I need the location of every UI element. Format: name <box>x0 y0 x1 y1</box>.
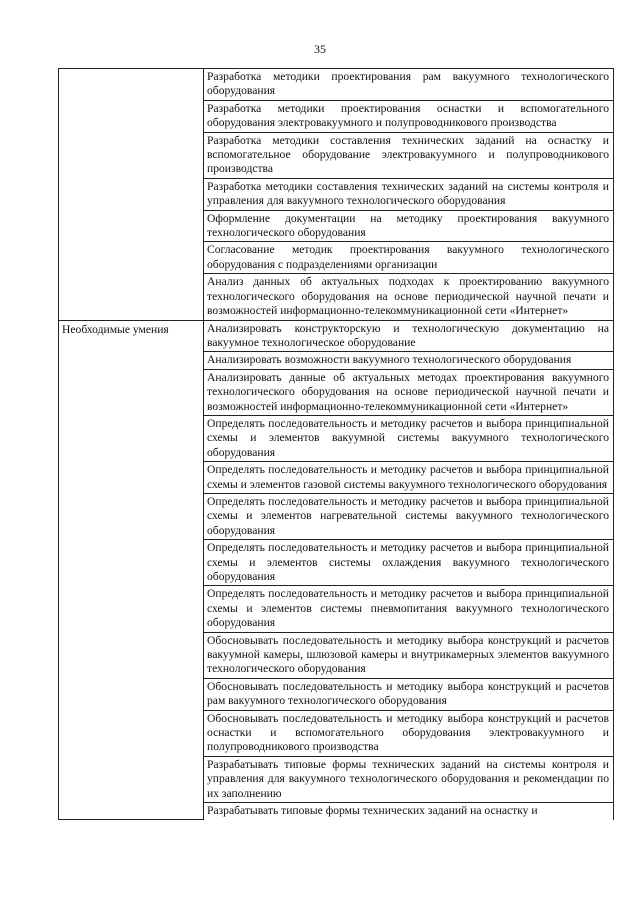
knowledge-group-item: Оформление документации на методику проектирования вакуумного технологического оборудования <box>204 210 614 242</box>
skills-group-label: Необходимые умения <box>59 320 204 820</box>
skills-group-item: Определять последовательность и методику расчетов и выбора принципиальной схемы и элементов нагревательной системы вакуумного технологического оборудования <box>204 493 614 539</box>
skills-group-item: Определять последовательность и методику расчетов и выбора принципиальной схемы и элементов системы пневмопитания вакуумного технологического оборудования <box>204 586 614 632</box>
knowledge-group-label <box>59 69 204 321</box>
knowledge-group-item: Разработка методики составления технических заданий на системы контроля и управления для вакуумного технологического оборудования <box>204 178 614 210</box>
page-number: 35 <box>314 42 326 56</box>
skills-group-item: Обосновывать последовательность и методику выбора конструкций и расчетов вакуумной камеры, шлюзовой камеры и внутрикамерных элементов вакуумного технологического оборудования <box>204 632 614 678</box>
table-row <box>59 320 614 352</box>
skills-group-item: Определять последовательность и методику расчетов и выбора принципиальной схемы и элементов вакуумной системы вакуумного технологического оборудования <box>204 415 614 461</box>
skills-group-item: Анализировать данные об актуальных методах проектирования вакуумного технологического оборудования на основе периодической научной печати и возможностей информационно-телекоммуникационной сети «Интернет» <box>204 369 614 415</box>
skills-group-item: Обосновывать последовательность и методику выбора конструкций и расчетов оснастки и вспомогательного оборудования электровакуумного и полупроводникового производства <box>204 710 614 756</box>
knowledge-group-item: Разработка методики проектирования оснастки и вспомогательного оборудования электровакуумного и полупроводникового производства <box>204 100 614 132</box>
knowledge-group-item: Разработка методики составления технических заданий на оснастку и вспомогательное оборудование электровакуумного и полупроводникового производства <box>204 132 614 178</box>
knowledge-group-item: Анализ данных об актуальных подходах к проектированию вакуумного технологического оборудования на основе периодической научной печати и возможностей информационно-телекоммуникационной сети «Интернет» <box>204 274 614 320</box>
skills-group-item: Обосновывать последовательность и методику выбора конструкций и расчетов рам вакуумного технологического оборудования <box>204 678 614 710</box>
skills-group-item: Анализировать конструкторскую и технологическую документацию на вакуумное технологическое оборудование <box>204 320 614 352</box>
skills-group-item: Разрабатывать типовые формы технических заданий на оснастку и <box>204 803 614 820</box>
requirements-table-body <box>59 69 614 820</box>
skills-group-item: Анализировать возможности вакуумного технологического оборудования <box>204 352 614 369</box>
skills-group-item: Определять последовательность и методику расчетов и выбора принципиальной схемы и элементов газовой системы вакуумного технологического оборудования <box>204 462 614 494</box>
skills-group-item: Определять последовательность и методику расчетов и выбора принципиальной схемы и элементов системы охлаждения вакуумного технологического оборудования <box>204 540 614 586</box>
skills-group-item: Разрабатывать типовые формы технических заданий на системы контроля и управления для вакуумного технологического оборудования и рекомендации по их заполнению <box>204 756 614 802</box>
table-row <box>59 69 614 101</box>
knowledge-group-item: Разработка методики проектирования рам вакуумного технологического оборудования <box>204 69 614 101</box>
knowledge-group-item: Согласование методик проектирования вакуумного технологического оборудования с подразделениями организации <box>204 242 614 274</box>
requirements-table <box>58 68 614 820</box>
